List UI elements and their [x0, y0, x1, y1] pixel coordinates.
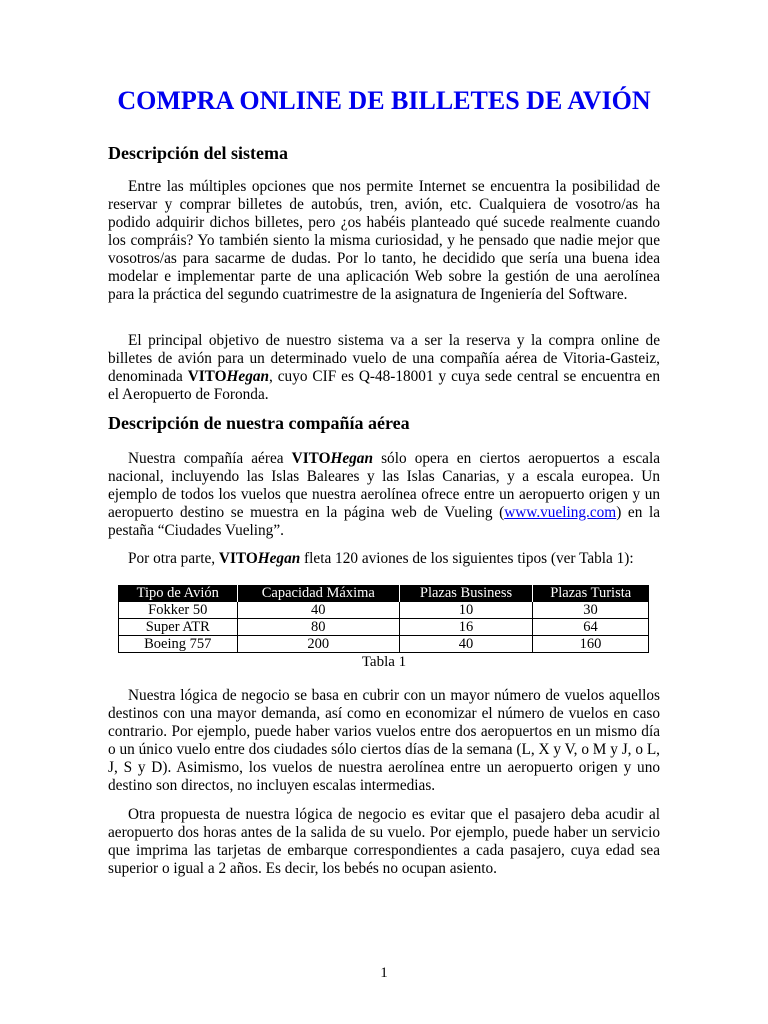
table-header-row [119, 585, 649, 602]
table-header-cell: Capacidad Máxima [237, 585, 400, 602]
table-cell: 40 [400, 636, 533, 653]
paragraph-flota: Por otra parte, VITOHegan fleta 120 aviones de los siguientes tipos (ver Tabla 1): [128, 550, 634, 567]
table-row [119, 619, 649, 636]
table-cell: Fokker 50 [119, 602, 238, 619]
table-cell: 10 [400, 602, 533, 619]
table-header-cell: Plazas Business [400, 585, 533, 602]
table-header-cell: Plazas Turista [532, 585, 648, 602]
table-cell: 160 [532, 636, 648, 653]
aircraft-table [118, 585, 649, 653]
table-header-cell: Tipo de Avión [119, 585, 238, 602]
table-caption: Tabla 1 [361, 654, 407, 670]
paragraph-logica-negocio: Nuestra lógica de negocio se basa en cubrir con un mayor número de vuelos aquellos destinos con una mayor demanda, así como en economizar el número de vuelos en caso contrario. Por ejemplo, puede haber varios vuelos entre dos aeropuertos en un mismo día o un único vuelo entre dos ciudades sólo ciertos días de la semana (L, X y V, o M y J, o L, J, S y D). Asimismo, los vuelos de nuestra aerolínea entre un aeropuerto origen y uno destino son directos, no incluyen escalas intermedias. [108, 687, 660, 794]
table-cell: 16 [400, 619, 533, 636]
table-row [119, 636, 649, 653]
paragraph-compania: Nuestra compañía aérea VITOHegan sólo opera en ciertos aeropuertos a escala nacional, incluyendo las Islas Baleares y las Islas Canarias, y a escala europea. Un ejemplo de todos los vuelos que nuestra aerolínea ofrece entre un aeropuerto origen y un aeropuerto destino se muestra en la página web de Vueling (www.vueling.com) en la pestaña “Ciudades Vueling”. [108, 450, 660, 539]
heading-descripcion-compania: Descripción de nuestra compañía aérea [108, 413, 410, 433]
link-vueling[interactable]: www.vueling.com [504, 504, 617, 521]
table-cell: 80 [237, 619, 400, 636]
heading-descripcion-sistema: Descripción del sistema [108, 143, 288, 163]
paragraph-propuesta: Otra propuesta de nuestra lógica de negocio es evitar que el pasajero deba acudir al aeropuerto dos horas antes de la salida de su vuelo. Por ejemplo, puede haber un servicio que imprima las tarjetas de embarque correspondientes a cada pasajero, cuya edad sea superior o igual a 2 años. Es decir, los bebés no ocupan asiento. [108, 806, 660, 877]
paragraph-intro: Entre las múltiples opciones que nos permite Internet se encuentra la posibilidad de reservar y comprar billetes de autobús, tren, avión, etc. Cualquiera de vosotro/as ha podido adquirir dichos billetes, pero ¿os habéis planteado qué sucede realmente cuando los compráis? Yo también siento la misma curiosidad, y he pensado que nadie mejor que vosotros/as para sacarme de dudas. Por lo tanto, he decidido que sería una buena idea modelar e implementar parte de una aplicación Web sobre la gestión de una aerolínea para la práctica del segundo cuatrimestre de la asignatura de Ingeniería del Software. [108, 178, 660, 303]
table-row [119, 602, 649, 619]
brand-vito: VITO [187, 368, 227, 385]
table-cell: 30 [532, 602, 648, 619]
page-number: 1 [380, 965, 388, 981]
table-cell: 40 [237, 602, 400, 619]
table-cell: Super ATR [119, 619, 238, 636]
table-cell: 64 [532, 619, 648, 636]
table-cell: 200 [237, 636, 400, 653]
document-title: COMPRA ONLINE DE BILLETES DE AVIÓN [117, 86, 651, 115]
paragraph-objetivo: El principal objetivo de nuestro sistema va a ser la reserva y la compra online de billetes de avión para un determinado vuelo de una compañía aérea de Vitoria-Gasteiz, denominada VITOHegan, cuyo CIF es Q-48-18001 y cuya sede central se encuentra en el Aeropuerto de Foronda. [108, 332, 660, 403]
brand-hegan: Hegan [226, 368, 270, 385]
table-cell: Boeing 757 [119, 636, 238, 653]
